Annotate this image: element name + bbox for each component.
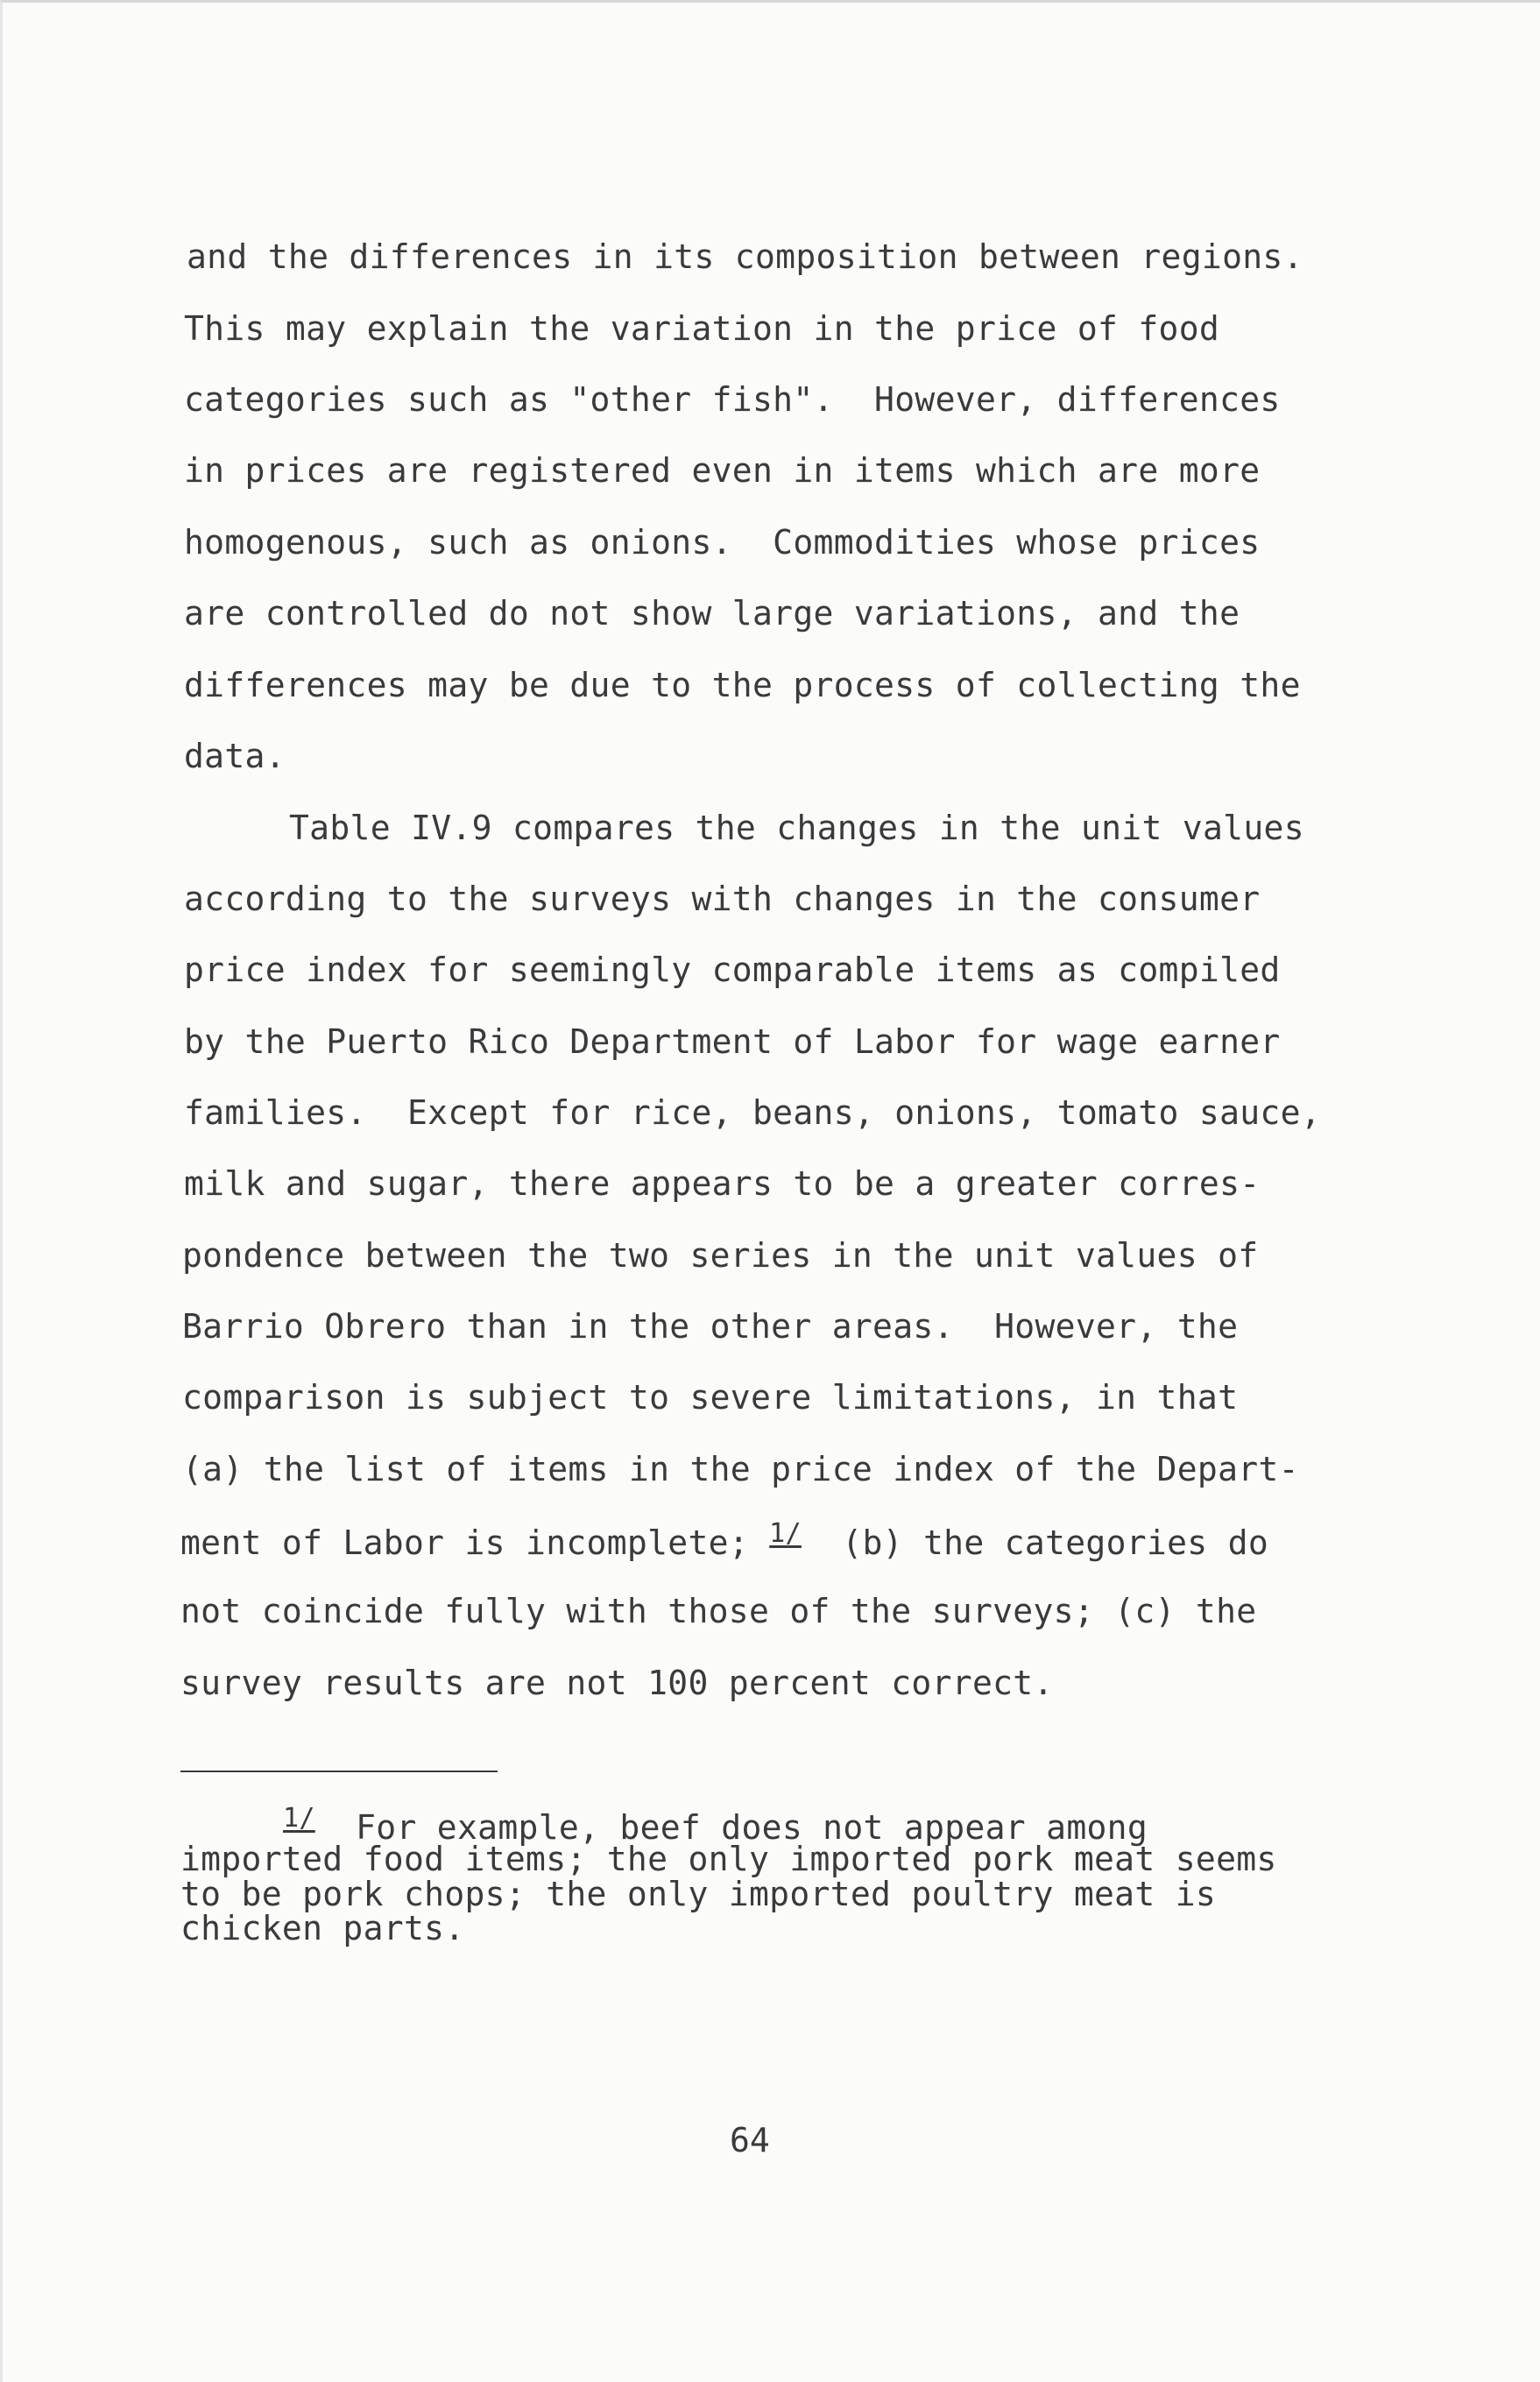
paragraph-line: in prices are registered even in items which are more bbox=[184, 451, 1261, 490]
footnote-marker: 1/ bbox=[283, 1803, 315, 1834]
footnote-reference[interactable]: 1/ bbox=[769, 1518, 802, 1549]
paragraph-line: Table IV.9 compares the changes in the unit values bbox=[289, 809, 1304, 847]
paragraph-line: Barrio Obrero than in the other areas. However, the bbox=[182, 1307, 1239, 1346]
paragraph-line: differences may be due to the process of collecting the bbox=[184, 666, 1301, 704]
paragraph-line: homogenous, such as onions. Commodities whose prices bbox=[184, 523, 1261, 562]
paragraph-line: milk and sugar, there appears to be a greater corres- bbox=[184, 1164, 1261, 1203]
paragraph-line: are controlled do not show large variations, and the bbox=[184, 594, 1240, 633]
footnote-line: to be pork chops; the only imported poultry meat is bbox=[180, 1875, 1217, 1913]
line-text: (b) the categories do bbox=[801, 1523, 1268, 1562]
page-number: 64 bbox=[730, 2121, 770, 2159]
paragraph-line: according to the surveys with changes in the consumer bbox=[184, 880, 1261, 918]
line-text: ment of Labor is incomplete; bbox=[180, 1523, 770, 1562]
paragraph-line: families. Except for rice, beans, onions, tomato sauce, bbox=[184, 1093, 1321, 1132]
paragraph-line: This may explain the variation in the price of food bbox=[184, 309, 1220, 348]
paragraph-line: price index for seemingly comparable items as compiled bbox=[184, 951, 1281, 989]
paragraph-line: data. bbox=[184, 737, 286, 775]
footnote-text: For example, beef does not appear among bbox=[314, 1808, 1148, 1847]
paragraph-line: pondence between the two series in the unit values of bbox=[182, 1236, 1259, 1275]
paragraph-line-with-footnote-ref bbox=[180, 1518, 1268, 1562]
paragraph-line: not coincide fully with those of the surveys; (c) the bbox=[180, 1592, 1257, 1630]
paragraph-line: by the Puerto Rico Department of Labor for wage earner bbox=[184, 1022, 1281, 1061]
footnote-line: chicken parts. bbox=[180, 1909, 465, 1947]
paragraph-line: (a) the list of items in the price index of the Depart- bbox=[182, 1450, 1299, 1488]
paragraph-line: comparison is subject to severe limitations, in that bbox=[182, 1378, 1239, 1417]
paragraph-line: categories such as "other fish". However, differences bbox=[184, 380, 1281, 419]
paragraph-line: survey results are not 100 percent correct. bbox=[180, 1664, 1054, 1702]
footnote-line: imported food items; the only imported pork meat seems bbox=[180, 1840, 1277, 1878]
footnote-separator bbox=[180, 1771, 498, 1772]
paragraph-line: and the differences in its composition between regions. bbox=[187, 237, 1303, 276]
